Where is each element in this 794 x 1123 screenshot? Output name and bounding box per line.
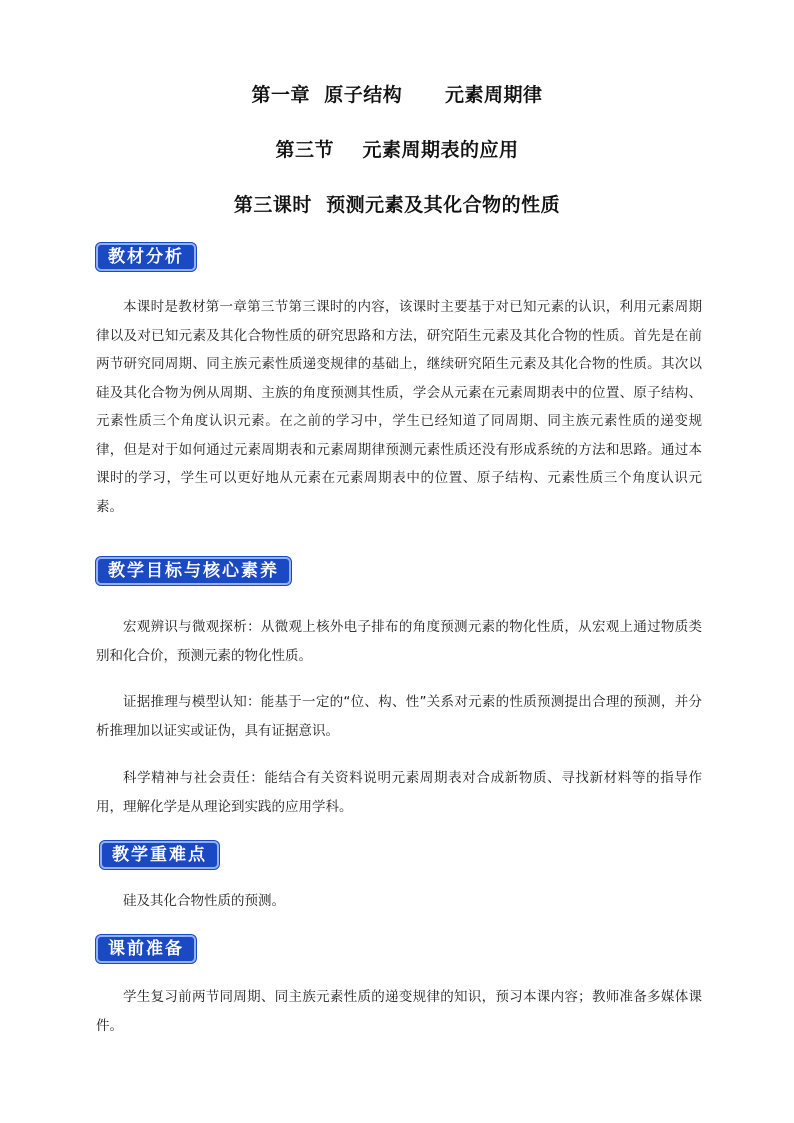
section-title: 第三节 元素周期表的应用 bbox=[275, 139, 519, 161]
analysis-paragraph: 本课时是教材第一章第三节第三课时的内容，该课时主要基于对已知元素的认识，利用元素周期律以及对已知元素及其化合物性质的研究思路和方法，研究陌生元素及其化合物的性质。首先是在前两节研究同周期、同主族元素性质递变规律的基础上，继续研究陌生元素及其化合物的性质。其次以硅及其化合物为例从周期、主族的角度预测其性质，学会从元素在元素周期表中的位置、原子结构、元素性质三个角度认识元素。在之前的学习中，学生已经知道了同周期、同主族元素性质的递变规律，但是对于如何通过元素周期表和元素周期律预测元素性质还没有形成系统的方法和思路。通过本课时的学习，学生可以更好地从元素在元素周期表中的位置、原子结构、元素性质三个角度认识元素。 bbox=[96, 299, 702, 515]
keypoints-paragraph: 硅及其化合物性质的预测。 bbox=[123, 893, 285, 909]
goal-item-1: 宏观辨识与微观探析：从微观上核外电子排布的角度预测元素的物化性质，从宏观上通过物质类别和化合价，预测元素的物化性质。 bbox=[96, 619, 702, 664]
heading-prep: 课前准备 bbox=[96, 935, 196, 963]
goal-item-3: 科学精神与社会责任：能结合有关资料说明元素周期表对合成新物质、寻找新材料等的指导作用，理解化学是从理论到实践的应用学科。 bbox=[96, 770, 702, 815]
heading-goals: 教学目标与核心素养 bbox=[96, 557, 291, 585]
prep-paragraph: 学生复习前两节同周期、同主族元素性质的递变规律的知识，预习本课内容；教师准备多媒体课件。 bbox=[96, 989, 702, 1034]
heading-keypoints: 教学重难点 bbox=[100, 841, 219, 869]
lesson-title: 第三课时 预测元素及其化合物的性质 bbox=[233, 194, 561, 216]
chapter-title: 第一章 原子结构 元素周期律 bbox=[251, 84, 543, 106]
goal-item-2: 证据推理与模型认知：能基于一定的“位、构、性”关系对元素的性质预测提出合理的预测，并分析推理加以证实或证伪，具有证据意识。 bbox=[96, 694, 702, 739]
heading-analysis: 教材分析 bbox=[96, 243, 196, 271]
